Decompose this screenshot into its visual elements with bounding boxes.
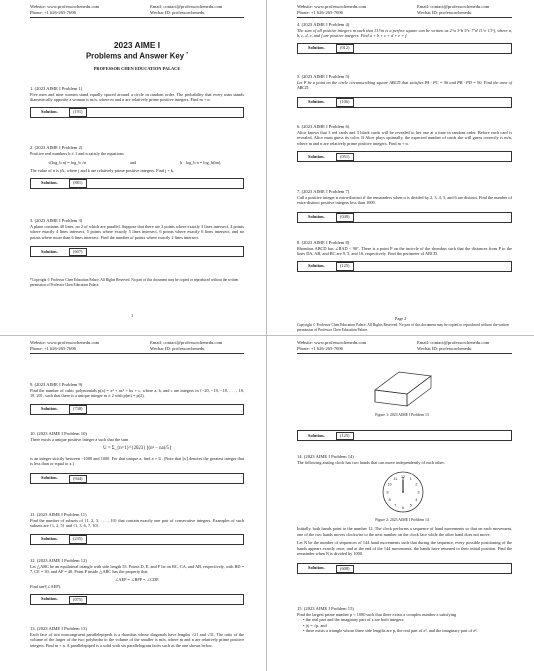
condition-bullet: • |z| = √p, and — [303, 622, 327, 628]
answer-value: (944) — [69, 475, 87, 483]
problem-text: Each face of two noncongruent parallelepipeds is a rhombus whose diagonals have lengths √21 and √31. The ratio of the volume of the larger of the two polyhedra to the volume of the smaller is m/n, where m and n are relatively prime positive integers. Find m + n. A parallelepiped is a solid with six parallelogram faces such as the one shown below. — [30, 631, 244, 648]
solution-label: Solution. — [41, 475, 58, 481]
solution-box — [30, 404, 244, 415]
problem-3 — [30, 218, 244, 257]
problem-text: Find the number of subsets of {1, 2, 3, . . . , 10} that contain exactly one pair of consecutive integers. Examples of such subsets are {1, 2, 5} and {1, 3, 6, 7, 10}. — [30, 517, 244, 529]
clock-numeral-1: 1 — [409, 476, 412, 481]
solution-label: Solution. — [308, 565, 325, 571]
answer-value: (191) — [69, 108, 87, 116]
clock-numeral-11: 11 — [393, 476, 398, 481]
page-number: Page 2 — [395, 316, 407, 321]
solution-label: Solution. — [308, 432, 325, 438]
problem-heading: 14. (2023 AIME I Problem 14) — [297, 454, 354, 459]
solution-box — [297, 430, 512, 441]
angle-equation: ∠AEP = ∠BFP = ∠CDP. — [114, 576, 160, 582]
document-subtitle — [30, 51, 244, 61]
equation-row — [30, 159, 244, 168]
problem-heading: 4. (2023 AIME I Problem 4) — [297, 22, 350, 27]
solution-label: Solution. — [308, 99, 325, 105]
problem-text: A plane contains 40 lines, no 2 of which are parallel. Suppose that there are 3 points where exactly 3 lines intersect, 4 points where exactly 4 lines intersect, 5 points where exactly 5 lines intersect, 6 points where exactly 6 lines intersect, and no points where more than 6 lines intersect. Find the number of points where exactly 2 lines intersect. — [30, 223, 244, 240]
solution-box — [297, 151, 512, 162]
header-phone: Phone: +1 626-265-7696 — [297, 345, 343, 351]
problem-13-solution — [297, 426, 512, 441]
problem-8 — [297, 240, 512, 272]
problem-text: Five men and nine women stand equally spaced around a circle in random order. The probability that every man stands diametrically opposite a woman is m/n, where m and n are relatively prime positive integers. Find m + n. — [30, 91, 244, 103]
solution-label: Solution. — [308, 214, 325, 220]
sum-formula: U = Σ_{n=1}^{2023} ⌊(n² − na)/5⌋ — [103, 446, 171, 452]
document-title: 2023 AIME I — [113, 40, 161, 50]
problem-1 — [30, 86, 244, 118]
clock-numeral-9: 9 — [386, 490, 389, 495]
answer-value: (125) — [336, 262, 354, 270]
problem-text: Find the largest prime number p < 1000 such that there exists a complex number z satisfying — [297, 611, 457, 617]
clock-numeral-8: 8 — [388, 498, 391, 503]
problem-heading: 1. (2023 AIME I Problem 1) — [30, 86, 83, 91]
answer-value: (106) — [336, 98, 354, 106]
problem-text-2: is an integer strictly between −1000 and 1000. For that unique a, find a + U. (Note that ⌊x⌋ denotes the greatest integer that is less than or equal to x.) — [30, 455, 244, 467]
solution-label: Solution. — [308, 263, 325, 269]
solution-box — [30, 246, 244, 257]
header-wechat: Wechat ID: professorchenedu — [150, 9, 205, 15]
header-email: Email: contact@professorchenedu.com — [417, 340, 490, 345]
problem-4 — [297, 22, 512, 54]
bullet-text: there exists a triangle whose three side lengths are p, the real part of z³, and the imaginary part of z². — [305, 628, 478, 634]
equation-and: and — [130, 160, 137, 166]
problem-5 — [297, 74, 512, 108]
solution-box — [30, 107, 244, 118]
answer-value: (051) — [336, 153, 354, 161]
header-rule — [30, 17, 244, 18]
bullet-text: |z| = √p, and — [305, 622, 327, 628]
header-website: Website: www.professorchenedu.com — [297, 340, 367, 345]
solution-box — [297, 97, 512, 108]
header-wechat: Wechat ID: professorchenedu — [150, 345, 205, 351]
solution-box — [30, 594, 244, 605]
solution-box — [30, 178, 244, 189]
problem-9 — [30, 382, 244, 415]
equation-1: √(log_b n) = log_b √n — [48, 160, 87, 166]
problem-2 — [30, 145, 244, 189]
solution-label: Solution. — [308, 153, 325, 159]
solution-box — [297, 43, 512, 54]
header-rule — [297, 353, 512, 354]
solution-label: Solution. — [41, 180, 58, 186]
page-2 — [267, 0, 534, 335]
copyright-footer: Copyright © Professor Chen Education Palace. All Rights Reserved. No part of this document may be copied or reproduced without the written permission of Professor Chen Education Palace. — [297, 323, 509, 332]
solution-label: Solution. — [41, 109, 58, 115]
problem-14-continued — [297, 526, 512, 574]
problem-heading: 2. (2023 AIME I Problem 2) — [30, 145, 83, 150]
header-phone: Phone: +1 626-265-7696 — [30, 345, 76, 351]
problem-10 — [30, 431, 244, 484]
clock-numeral-12: 12 — [401, 474, 405, 479]
answer-value: (125) — [336, 432, 354, 440]
answer-value: (881) — [69, 179, 87, 187]
problem-15 — [297, 606, 512, 634]
equation-2: b · log_b n = log_b(bn). — [180, 160, 222, 166]
page-1 — [0, 0, 266, 335]
parallelepiped-figure — [371, 368, 435, 408]
problem-11 — [30, 512, 244, 545]
problem-heading: 9. (2023 AIME I Problem 9) — [30, 382, 83, 387]
problem-text: Rhombus ABCD has ∠BAD < 90°. There is a point P on the incircle of the rhombus such that the distances from P to the lines DA, AB, and BC are 9, 5, and 16, respectively. Find the perimeter of ABCD. — [297, 245, 512, 257]
answer-value: (075) — [69, 596, 87, 604]
problem-text: Positive real numbers b ≠ 1 and n satisfy the equations — [30, 150, 124, 156]
clock-numeral-3: 3 — [417, 490, 420, 495]
problem-text: Find the number of cubic polynomials p(x) = x³ + ax² + bx + c, where a, b, and c are integers in {−20, −19, −18, . . . , 18, 19, 20}, such that there is a unique integer m ≠ 2 with p(m) = p(2). — [30, 387, 244, 399]
problem-heading: 12. (2023 AIME I Problem 12) — [30, 558, 87, 563]
problem-heading: 3. (2023 AIME I Problem 3) — [30, 218, 83, 223]
clock-numeral-4: 4 — [415, 498, 418, 503]
header-website: Website: www.professorchenedu.com — [30, 340, 100, 345]
solution-box — [297, 261, 512, 272]
problem-text: Initially, both hands point to the number 12. The clock performs a sequence of hand movements so that on each movement, one of the two hands moves clockwise to the next number on the clock face while the other hand does not move. — [297, 526, 512, 537]
solution-label: Solution. — [308, 45, 325, 51]
problem-6 — [297, 124, 512, 162]
analog-clock-figure — [381, 470, 425, 514]
answer-value: (608) — [336, 565, 354, 573]
problem-text: Alice knows that 3 red cards and 3 black cards will be revealed to her one at a time in random order. Before each card is revealed, Alice must guess its color. If Alice plays optimally, the expected number of cards she will guess correctly is m/n, where m and n are relatively prime positive integers. Find m + n. — [297, 129, 512, 146]
page-3 — [0, 336, 266, 671]
header-rule — [297, 17, 512, 18]
problem-heading: 15. (2023 AIME I Problem 15) — [297, 606, 354, 611]
header-email: Email: contact@professorchenedu.com — [417, 4, 490, 9]
answer-value: (049) — [336, 213, 354, 221]
solution-box — [30, 473, 244, 484]
author-line: PROFESSOR CHEN EDUCATION PALACE — [93, 66, 181, 71]
header-wechat: Wechat ID: professorchenedu — [417, 9, 472, 15]
solution-box — [297, 563, 512, 574]
clock-numeral-5: 5 — [409, 503, 412, 508]
header-wechat: Wechat ID: professorchenedu — [417, 345, 472, 351]
problem-text: Call a positive integer n extra-distinct if the remainders when n is divided by 2, 3, 4, 5, and 6 are distinct. Find the number of extra-distinct positive integers less than 1000. — [297, 194, 512, 206]
problem-text-2: Find tan²(∠AEP). — [30, 584, 62, 590]
solution-box — [30, 534, 244, 545]
header-website: Website: www.professorchenedu.com — [30, 4, 100, 9]
header-phone: Phone: +1 626-265-7696 — [297, 9, 343, 15]
problem-heading: 13. (2023 AIME I Problem 13) — [30, 626, 87, 631]
problem-text: Let P be a point on the circle circumscribing square ABCD that satisfies PA · PC = 56 and PB · PD = 90. Find the area of ABCD. — [297, 79, 512, 91]
problem-heading: 5. (2023 AIME I Problem 5) — [297, 74, 350, 79]
problem-14 — [297, 454, 512, 465]
condition-bullet: • the real part and the imaginary part of z are both integers; — [303, 617, 405, 623]
problem-7 — [297, 189, 512, 223]
problem-13 — [30, 626, 244, 648]
bullet-text: the real part and the imaginary part of z are both integers; — [305, 617, 405, 623]
problem-text: There exists a unique positive integer a such that the sum — [30, 436, 129, 442]
answer-value: (012) — [336, 44, 354, 52]
problem-heading: 11. (2023 AIME I Problem 11) — [30, 512, 87, 517]
problem-text-2: The value of n is j/k, where j and k are relatively prime positive integers. Find j + k. — [30, 168, 175, 174]
clock-numeral-7: 7 — [394, 503, 397, 508]
figure-1-caption: Figure 1: 2023 AIME I Problem 13 — [375, 413, 429, 417]
header-website: Website: www.professorchenedu.com — [297, 4, 367, 9]
header-email: Email: contact@professorchenedu.com — [150, 4, 223, 9]
footnote-mark: * — [186, 51, 188, 56]
clock-numeral-2: 2 — [415, 482, 418, 487]
answer-value: (738) — [69, 405, 87, 413]
answer-value: (607) — [69, 248, 87, 256]
header-email: Email: contact@professorchenedu.com — [150, 340, 223, 345]
problem-12 — [30, 558, 244, 605]
figure-2-caption: Figure 2: 2023 AIME I Problem 14 — [375, 518, 429, 522]
problem-text: The following analog clock has two hands that can move independently of each other. — [297, 459, 445, 465]
page-number: 1 — [131, 313, 134, 318]
solution-box — [297, 212, 512, 223]
condition-bullet: • there exists a triangle whose three side lengths are p, the real part of z³, and the imaginary part of z². — [303, 628, 478, 634]
answer-value: (235) — [69, 535, 87, 543]
problem-heading: 7. (2023 AIME I Problem 7) — [297, 189, 350, 194]
solution-label: Solution. — [41, 248, 58, 254]
copyright-footnote: *Copyright © Professor Chen Education Palace. All Rights Reserved. No part of this document may be copied or reproduced without the written permission of Professor Chen Education Palace. — [30, 278, 239, 287]
page-4 — [267, 336, 534, 671]
problem-text: Let △ABC be an equilateral triangle with side length 55. Points D, E, and F lie on BC, CA, and AB, respectively, with BD = 7, CE = 30, and AF = 40. Point P inside △ABC has the property that — [30, 563, 244, 575]
clock-numeral-10: 10 — [387, 482, 392, 487]
problem-heading: 6. (2023 AIME I Problem 6) — [297, 124, 350, 129]
document-subtitle-text: Problems and Answer Key — [85, 51, 185, 61]
header-rule — [30, 353, 244, 354]
solution-label: Solution. — [41, 406, 58, 412]
solution-label: Solution. — [41, 596, 58, 602]
header-phone: Phone: +1 626-265-7696 — [30, 9, 76, 15]
problem-heading: 8. (2023 AIME I Problem 8) — [297, 240, 350, 245]
problem-heading: 10. (2023 AIME I Problem 10) — [30, 431, 87, 436]
clock-numeral-6: 6 — [402, 505, 404, 510]
solution-label: Solution. — [41, 536, 58, 542]
problem-text: The sum of all positive integers m such that 13!/m is a perfect square can be written as 2^a 3^b 5^c 7^d 11^e 13^f, where a, b, c, d, e, and f are positive integers. Find a + b + c + d + e + f. — [297, 27, 512, 39]
problem-text-2: Let N be the number of sequences of 144 hand movements such that during the sequence, every possible positioning of the hands appears exactly once, and at the end of the 144 movements, the hands have returned to their initial position. Find the remainder when N is divided by 1000. — [297, 540, 512, 557]
